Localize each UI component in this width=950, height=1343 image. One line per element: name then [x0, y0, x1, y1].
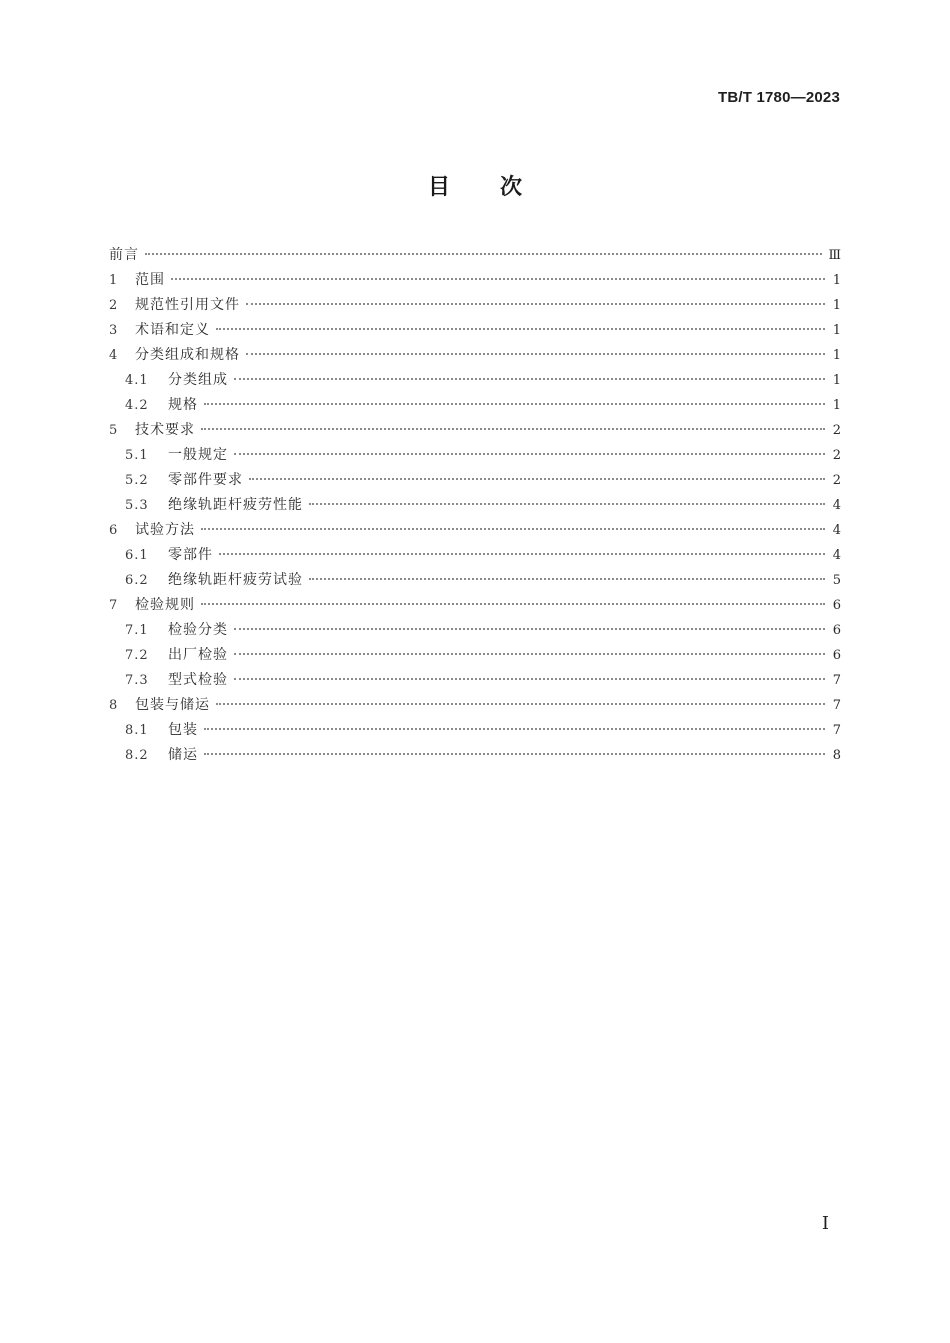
- toc-entry[interactable]: [109, 468, 841, 493]
- toc-entry-page: 7: [832, 698, 841, 713]
- toc-entry-page: 2: [832, 448, 841, 463]
- toc-leader-dots: [234, 378, 825, 380]
- toc-entry[interactable]: [109, 568, 841, 593]
- toc-entry-number: 7.3: [125, 673, 149, 688]
- toc-entry-label: 绝缘轨距杆疲劳试验: [168, 572, 303, 588]
- toc-entry-page: 1: [832, 348, 841, 363]
- toc-entry-page: 7: [832, 723, 841, 738]
- toc-leader-dots: [216, 328, 825, 330]
- toc-entry-label: 零部件要求: [168, 472, 243, 488]
- toc-entry-number: 7.1: [125, 623, 149, 638]
- toc-leader-dots: [309, 578, 825, 580]
- toc-entry-label: 检验分类: [168, 622, 228, 638]
- toc-entry-label: 范围: [135, 272, 165, 288]
- toc-entry-page: 7: [832, 673, 841, 688]
- toc-entry[interactable]: [109, 418, 841, 443]
- toc-entry-label: 绝缘轨距杆疲劳性能: [168, 497, 303, 513]
- toc-leader-dots: [216, 703, 825, 705]
- toc-entry-page: 1: [832, 298, 841, 313]
- toc-entry-page: 6: [832, 598, 841, 613]
- toc-entry-page: 1: [832, 273, 841, 288]
- toc-entry-label: 分类组成: [168, 372, 228, 388]
- toc-entry-number: 8.2: [125, 748, 149, 763]
- toc-entry-label: 型式检验: [168, 672, 228, 688]
- toc-entry-label: 包装: [168, 722, 198, 738]
- toc-entry-label: 检验规则: [135, 597, 195, 613]
- toc-entry-label: 前言: [109, 247, 139, 263]
- toc-entry-label: 包装与储运: [135, 697, 210, 713]
- toc-entry[interactable]: [109, 668, 841, 693]
- toc-leader-dots: [234, 653, 825, 655]
- toc-entry-number: 5: [109, 423, 118, 438]
- toc-entry[interactable]: [109, 243, 841, 268]
- toc-entry[interactable]: [109, 518, 841, 543]
- toc-entry-number: 8: [109, 698, 118, 713]
- toc-entry-page: 1: [832, 373, 841, 388]
- toc-entry-label: 规格: [168, 397, 198, 413]
- toc-entry-page: 1: [832, 323, 841, 338]
- toc-entry-page: 1: [832, 398, 841, 413]
- toc-entry-label: 出厂检验: [168, 647, 228, 663]
- toc-entry-page: 2: [832, 473, 841, 488]
- toc-leader-dots: [249, 478, 825, 480]
- toc-leader-dots: [234, 628, 825, 630]
- toc-leader-dots: [145, 253, 822, 255]
- toc-leader-dots: [201, 528, 825, 530]
- toc-entry-page: Ⅲ: [828, 248, 841, 263]
- toc-entry-number: 6.1: [125, 548, 149, 563]
- toc-entry-page: 5: [832, 573, 841, 588]
- page-title: 目次: [427, 175, 572, 200]
- toc-entry-label: 零部件: [168, 547, 213, 563]
- toc-entry-number: 7.2: [125, 648, 149, 663]
- toc-entry-number: 5.2: [125, 473, 149, 488]
- toc-entry[interactable]: [109, 393, 841, 418]
- toc-leader-dots: [234, 453, 825, 455]
- toc-entry-page: 8: [832, 748, 841, 763]
- toc-entry-page: 4: [832, 548, 841, 563]
- toc-entry-number: 4.2: [125, 398, 149, 413]
- toc-entry-label: 分类组成和规格: [135, 347, 240, 363]
- toc-entry-page: 4: [832, 498, 841, 513]
- toc-entry-label: 一般规定: [168, 447, 228, 463]
- toc-entry-number: 8.1: [125, 723, 149, 738]
- toc-entry-label: 术语和定义: [135, 322, 210, 338]
- toc-entry-number: 6: [109, 523, 118, 538]
- toc-entry-number: 5.3: [125, 498, 149, 513]
- toc-entry-number: 4.1: [125, 373, 149, 388]
- toc-entry[interactable]: [109, 368, 841, 393]
- toc-entry[interactable]: [109, 268, 841, 293]
- toc-entry[interactable]: [109, 593, 841, 618]
- table-of-contents: [109, 243, 841, 768]
- toc-entry-number: 5.1: [125, 448, 149, 463]
- toc-leader-dots: [246, 303, 825, 305]
- toc-leader-dots: [171, 278, 825, 280]
- toc-entry-number: 7: [109, 598, 118, 613]
- toc-leader-dots: [234, 678, 825, 680]
- toc-leader-dots: [204, 728, 825, 730]
- toc-leader-dots: [219, 553, 825, 555]
- toc-entry-page: 6: [832, 648, 841, 663]
- toc-entry-number: 1: [109, 273, 118, 288]
- toc-entry[interactable]: [109, 293, 841, 318]
- toc-entry[interactable]: [109, 743, 841, 768]
- toc-entry-page: 6: [832, 623, 841, 638]
- toc-entry-number: 6.2: [125, 573, 149, 588]
- toc-entry-page: 2: [832, 423, 841, 438]
- toc-entry[interactable]: [109, 318, 841, 343]
- toc-leader-dots: [246, 353, 825, 355]
- toc-entry[interactable]: [109, 718, 841, 743]
- toc-leader-dots: [204, 403, 825, 405]
- toc-entry[interactable]: [109, 643, 841, 668]
- toc-entry-label: 储运: [168, 747, 198, 763]
- toc-entry-number: 2: [109, 298, 118, 313]
- toc-entry[interactable]: [109, 693, 841, 718]
- document-code: TB/T 1780—2023: [717, 89, 840, 106]
- toc-entry[interactable]: [109, 343, 841, 368]
- toc-entry-number: 4: [109, 348, 118, 363]
- toc-entry-label: 试验方法: [135, 522, 195, 538]
- toc-leader-dots: [309, 503, 825, 505]
- toc-leader-dots: [204, 753, 825, 755]
- toc-entry-label: 规范性引用文件: [135, 297, 240, 313]
- toc-entry[interactable]: [109, 493, 841, 518]
- toc-entry[interactable]: [109, 618, 841, 643]
- toc-leader-dots: [201, 603, 825, 605]
- toc-leader-dots: [201, 428, 825, 430]
- toc-entry[interactable]: [109, 543, 841, 568]
- toc-entry[interactable]: [109, 443, 841, 468]
- toc-entry-page: 4: [832, 523, 841, 538]
- toc-entry-label: 技术要求: [135, 422, 195, 438]
- toc-entry-number: 3: [109, 323, 118, 338]
- footer-page-number: I: [821, 1213, 829, 1234]
